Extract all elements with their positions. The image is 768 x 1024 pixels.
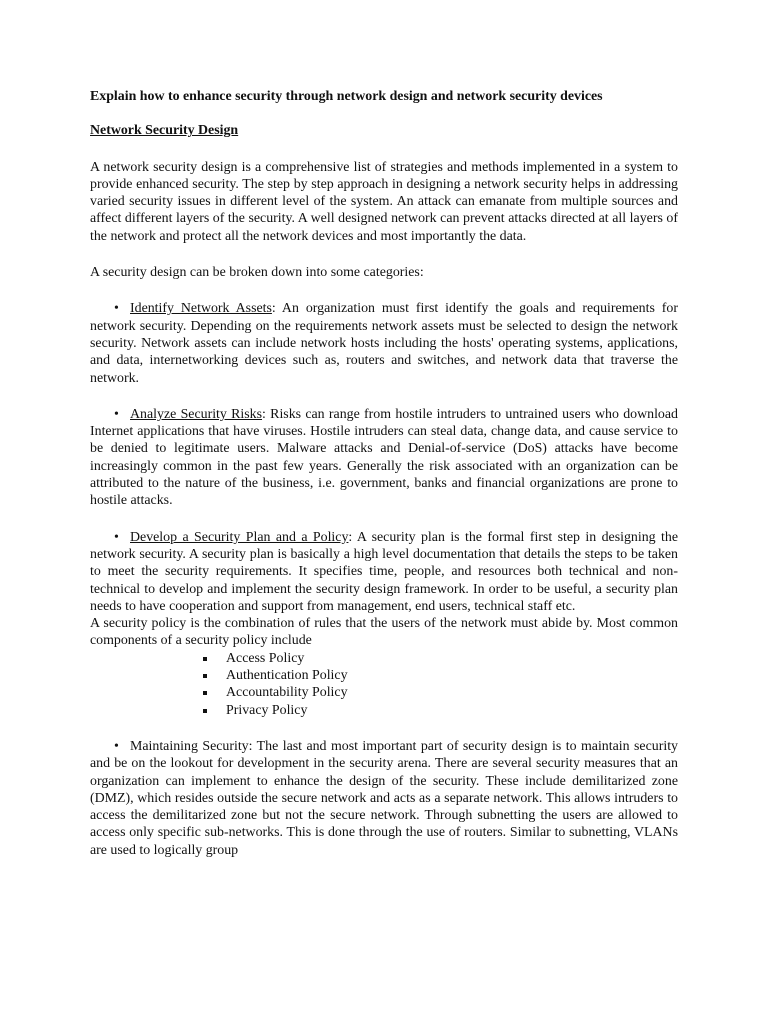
policy-intro: A security policy is the combination of rules that the users of the network must abide by. Most common components of a security policy include [90, 616, 678, 649]
category-term: Analyze Security Risks [130, 406, 263, 422]
category-term: Develop a Security Plan and a Policy [130, 529, 349, 545]
document-title: Explain how to enhance security through network design and network security devices [90, 89, 603, 104]
document-page [90, 88, 678, 859]
category-item-maintaining-security [90, 738, 678, 859]
category-term: Identify Network Assets [130, 301, 272, 317]
category-text: : Risks can range from hostile intruders to untrained users who download Internet applications that have viruses. Hostile intruders can steal data, change data, and cause service to be denied to legitimate users. Malware attacks and Denial-of-service (DoS) attacks have become increasingly common in the past few years. Generally the risk associated with an organization can be attributed to the nature of the business, i.e. government, banks and financial organizations are prone to hostile attacks. [90, 406, 678, 509]
category-text: : An organization must first identify the goals and requirements for network security. Depending on the requirements network assets must be selected to design the network security. Network assets can include network hosts including the hosts' operating systems, applications, and data, internetworking devices such as, routers and switches, and network data that traverse the network. [90, 301, 678, 386]
maintaining-text: Maintaining Security: The last and most important part of security design is to maintain security and be on the lookout for development in the security arena. There are several security measures that an organization can implement to enhance the design of the security. These include demilitarized zone (DMZ), which resides outside the secure network and acts as a separate network. This allows intruders to access the demilitarized zone but not the secure network. Through subnetting the users are allowed to access only specific sub-networks. This is done through the use of routers. Similar to subnetting, VLANs are used to logically group [90, 738, 678, 858]
section-heading: Network Security Design [90, 123, 239, 139]
category-item-security-plan [90, 529, 678, 615]
policy-item: Privacy Policy [201, 702, 678, 719]
intro-paragraph: A network security design is a comprehensive list of strategies and methods implemented in a system to provide enhanced security. The step by step approach in designing a network security helps in addressing varied security issues in different level of the system. An attack can emanate from multiple sources and affect different layers of the security. A well designed network can prevent attacks directed at all layers of the network and protect all the network devices and most importantly the data. [90, 159, 678, 244]
categories-intro: A security design can be broken down into some categories: [90, 265, 424, 281]
policy-item: Authentication Policy [201, 667, 678, 684]
category-item-analyze-risks [90, 406, 678, 510]
bullet-icon: • [114, 738, 119, 754]
bullet-icon: • [114, 406, 119, 422]
policy-item: Access Policy [201, 650, 678, 667]
category-text: : A security plan is the formal first step in designing the network security. A security plan is basically a high level documentation that details the steps to be taken to meet the security requirements. It specifies time, people, and resources both technical and non-technical to develop and implement the security design framework. In order to be useful, a security plan needs to have cooperation and support from management, end users, technical staff etc. [90, 529, 679, 614]
bullet-icon: • [114, 529, 119, 545]
bullet-icon: • [114, 301, 119, 317]
category-item-identify-assets [90, 300, 678, 386]
policy-item: Accountability Policy [201, 684, 678, 701]
policy-list [90, 650, 678, 719]
